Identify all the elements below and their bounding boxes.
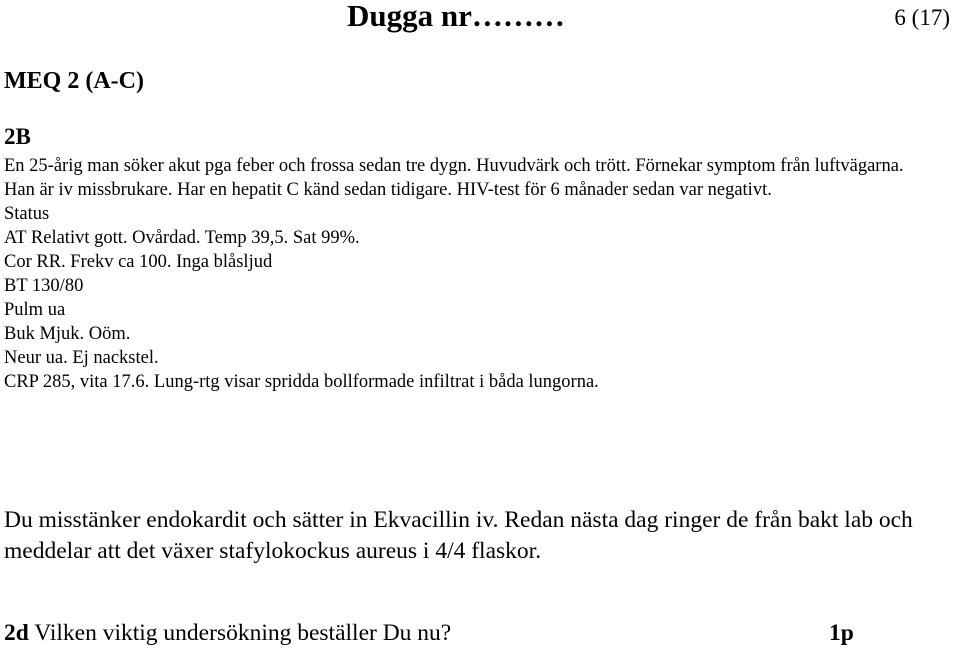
question-2d [4,620,451,647]
status-line-pulm: Pulm ua [4,300,66,320]
status-label: Status [4,204,50,224]
status-line-lab: CRP 285, vita 17.6. Lung-rtg visar spridda bollformade infiltrat i båda lungorna. [4,372,599,392]
case-intro: En 25-årig man söker akut pga feber och frossa sedan tre dygn. Huvudvärk och trött. Förnekar symptom från luftvägarna. Han är iv missbrukare. Har en hepatit C känd sedan tidigare. HIV-test för 6 månader sedan var negativt. [4,156,904,200]
status-line-general: AT Relativt gott. Ovårdad. Temp 39,5. Sat 99%. [4,228,360,248]
status-line-buk: Buk Mjuk. Oöm. [4,324,131,344]
status-line-bt: BT 130/80 [4,276,84,296]
status-line-neur: Neur ua. Ej nackstel. [4,348,159,368]
status-line-cor: Cor RR. Frekv ca 100. Inga blåsljud [4,252,273,272]
question-text: Vilken viktig undersökning beställer Du nu? [28,620,452,646]
header-title: Dugga nr……… [347,0,565,33]
followup-text: Du misstänker endokardit och sätter in Ekvacillin iv. Redan nästa dag ringer de från bakt lab och meddelar att det växer stafylokockus aureus i 4/4 flaskor. [4,507,913,564]
section-title: MEQ 2 (A-C) [4,68,144,94]
page-number: 6 (17) [894,5,950,30]
case-body [4,154,934,394]
question-number: 2d [4,620,29,646]
case-label: 2B [4,124,31,149]
question-points: 1p [829,620,854,646]
